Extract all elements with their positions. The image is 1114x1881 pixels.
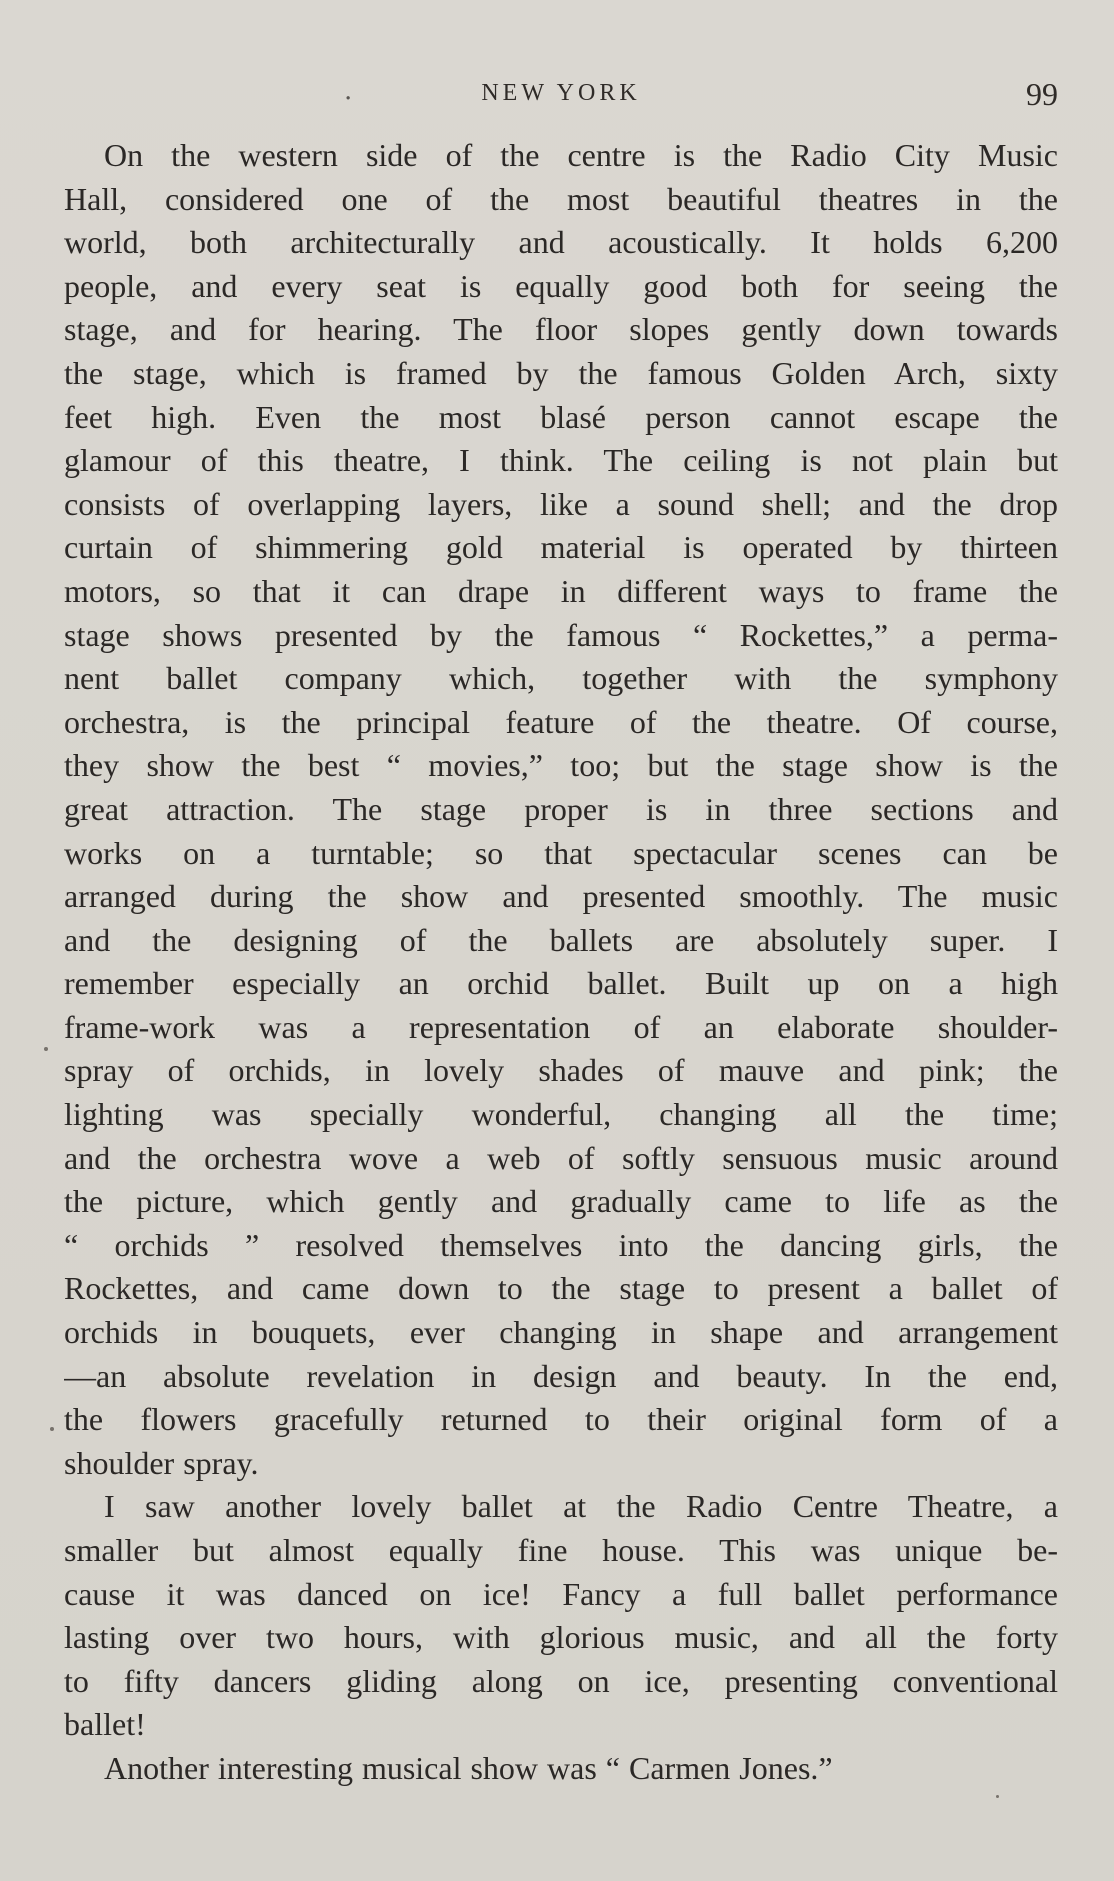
text-line: stage, and for hearing. The floor slopes gently down towards [64,311,1058,348]
text-line: people, and every seat is equally good both for seeing the [64,267,1058,304]
paragraph [64,134,1058,1485]
text-line: world, both architecturally and acoustically. It holds 6,200 [64,224,1058,261]
text-line: remember especially an orchid ballet. Built up on a high [64,965,1058,1002]
text-line: they show the best “ movies,” too; but the stage show is the [64,747,1058,784]
text-line: and the designing of the ballets are absolutely super. I [64,921,1058,958]
text-line: Another interesting musical show was “ Carmen Jones.” [104,1749,833,1786]
text-line: consists of overlapping layers, like a sound shell; and the drop [64,485,1058,522]
text-line: I saw another lovely ballet at the Radio Centre Theatre, a [104,1488,1058,1525]
text-line: —an absolute revelation in design and beauty. In the end, [64,1357,1058,1394]
text-line: On the western side of the centre is the Radio City Music [104,137,1058,173]
text-line: arranged during the show and presented smoothly. The music [64,878,1058,915]
paragraph [64,1485,1058,1747]
text-line: lighting was specially wonderful, changing all the time; [64,1096,1058,1133]
text-line: and the orchestra wove a web of softly sensuous music around [64,1139,1058,1176]
text-line: stage shows presented by the famous “ Rockettes,” a perma- [64,616,1058,653]
running-head [64,76,1058,116]
text-line: great attraction. The stage proper is in three sections and [64,790,1058,827]
text-line: the flowers gracefully returned to their original form of a [64,1401,1058,1438]
body-text [64,134,1058,1791]
text-line: works on a turntable; so that spectacular scenes can be [64,834,1058,871]
text-line: orchestra, is the principal feature of the theatre. Of course, [64,703,1058,740]
text-line: to fifty dancers gliding along on ice, presenting conventional [64,1662,1058,1699]
text-line: motors, so that it can drape in different ways to frame the [64,572,1058,609]
chapter-title: NEW YORK [481,80,641,106]
text-line: spray of orchids, in lovely shades of mauve and pink; the [64,1052,1058,1089]
printer-mark: . [344,76,353,106]
text-line: cause it was danced on ice! Fancy a full ballet performance [64,1575,1058,1612]
text-line: Hall, considered one of the most beautiful theatres in the [64,180,1058,217]
text-line: the stage, which is framed by the famous Golden Arch, sixty [64,354,1058,391]
text-line: smaller but almost equally fine house. This was unique be- [64,1532,1058,1568]
text-line: nent ballet company which, together with the symphony [64,660,1058,697]
text-line: shoulder spray. [64,1444,259,1481]
text-line: Rockettes, and came down to the stage to present a ballet of [64,1270,1058,1307]
text-line: the picture, which gently and gradually came to life as the [64,1183,1058,1220]
paragraph [64,1747,1058,1791]
text-line: orchids in bouquets, ever changing in shape and arrangement [64,1314,1058,1351]
text-line: ballet! [64,1706,146,1743]
text-line: feet high. Even the most blasé person cannot escape the [64,398,1058,435]
text-line: lasting over two hours, with glorious music, and all the forty [64,1619,1058,1656]
page-number: 99 [1026,76,1058,112]
paper-speck [996,1795,999,1798]
paper-speck [50,1427,54,1431]
text-line: curtain of shimmering gold material is operated by thirteen [64,529,1058,566]
paper-speck [44,1047,48,1051]
text-line: “ orchids ” resolved themselves into the dancing girls, the [64,1226,1058,1263]
text-line: glamour of this theatre, I think. The ceiling is not plain but [64,442,1058,479]
text-line: frame-work was a representation of an elaborate shoulder- [64,1008,1058,1045]
